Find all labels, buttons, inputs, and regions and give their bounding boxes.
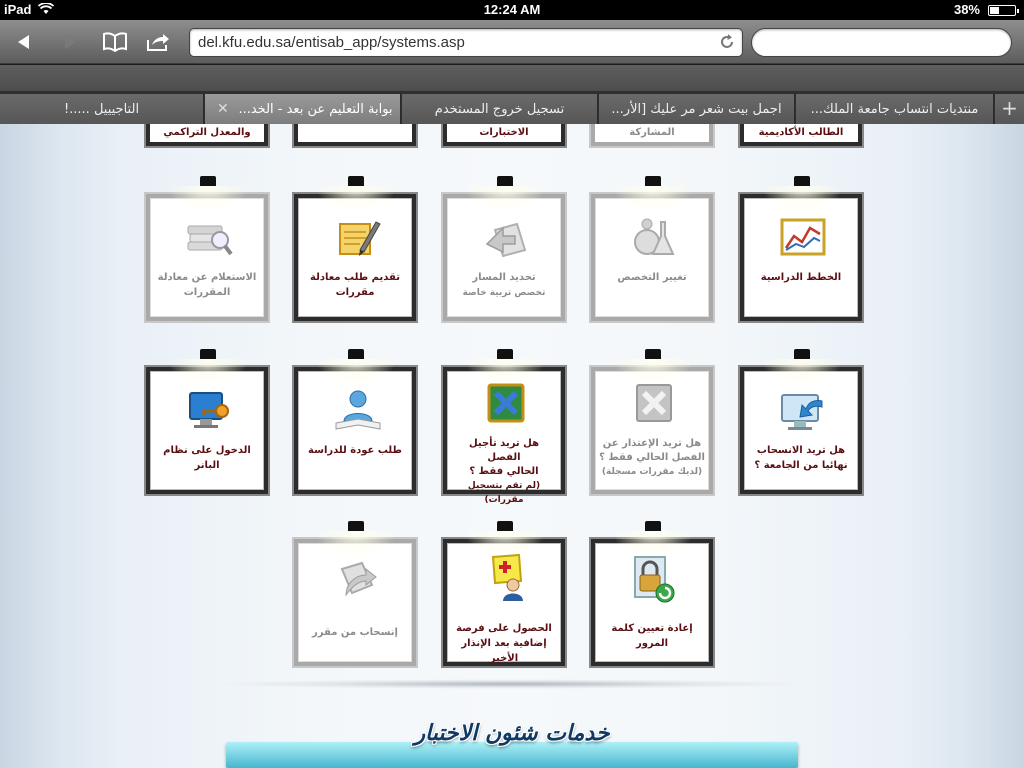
service-label: هل تريد تأجيل الفصل الحالي فقط ؟ (لم تقم بتسجيل مقررات) [467,438,541,505]
service-label: تقديم طلب معادلة مقررات [310,272,400,298]
lamp-icon [200,349,216,359]
service-label: الاستعلام عن معادلة المقررات [157,272,257,298]
lamp-glow [764,359,840,385]
tab-label: تسجيل خروج المستخدم [434,101,565,117]
lamp-icon [645,349,661,359]
service-label: تحديد المسار تخصص تربية خاصة [462,272,546,298]
service-card-study-plans[interactable] [740,194,862,321]
tab-0[interactable] [796,94,994,124]
share-icon[interactable] [144,28,172,56]
web-page [0,124,1024,768]
service-card-excuse-semester[interactable] [591,367,713,494]
forward-arrow-icon[interactable] [56,28,84,56]
book-arrow-icon [332,555,382,603]
books-magnifier-icon [184,214,234,262]
service-card-partial[interactable] [146,124,268,146]
service-card-return-to-study[interactable] [294,367,416,494]
lamp-glow [170,359,246,385]
lamp-glow [318,531,394,557]
tab-1[interactable] [599,94,795,124]
service-card-partial[interactable] [443,124,565,146]
chart-icon [778,214,828,262]
divider [210,679,810,689]
book-icon[interactable] [100,28,130,56]
service-label: الحصول على فرصة إضافية بعد الإنذار الأخير [456,623,552,664]
plus-icon[interactable]: + [995,94,1024,124]
tab-4[interactable] [0,94,204,124]
lab-flask-icon [629,214,679,262]
battery-percent: 38% [953,2,980,17]
browser-toolbar [0,20,1024,64]
lamp-icon [794,349,810,359]
service-card-partial[interactable] [740,124,862,146]
tab-label: اجمل بيت شعر مر عليك [الأر... [611,101,782,117]
lamp-icon [497,176,513,186]
lamp-icon [348,176,364,186]
service-card-partial[interactable] [591,124,713,146]
tab-label: التاجيييل .....! [63,101,140,117]
url-text: del.kfu.edu.sa/entisab_app/systems.asp [198,34,465,51]
lamp-glow [467,186,543,212]
url-field[interactable] [189,28,743,57]
service-label: إنسحاب من مقرر [312,627,398,638]
lamp-glow [764,186,840,212]
lamp-icon [348,349,364,359]
service-card-change-major[interactable] [591,194,713,321]
lamp-glow [318,186,394,212]
service-label: والمعدل التراكمي [163,127,251,138]
service-label: الاختبارات [479,127,529,138]
lamp-icon [348,521,364,531]
lamp-icon [645,176,661,186]
padlock-refresh-icon [629,553,679,601]
lamp-glow [170,186,246,212]
lamp-icon [497,349,513,359]
back-arrow-icon[interactable] [10,28,38,56]
service-card-withdraw-course[interactable] [294,539,416,666]
service-label: الدخول على نظام البانر [163,445,251,471]
service-label: تغيير التخصص [617,272,687,283]
tab-label: منتديات انتساب جامعة الملك... [810,101,979,117]
lamp-glow [318,359,394,385]
student-book-icon [332,387,382,435]
computer-key-icon [184,387,234,435]
status-bar [0,0,1024,20]
service-card-banner-login[interactable] [146,367,268,494]
medical-badge-icon [481,551,531,599]
lamp-glow [615,186,691,212]
monitor-arrow-icon [778,387,828,435]
tab-3[interactable] [205,94,401,124]
reload-icon[interactable] [718,33,736,55]
tab-bar [0,91,1024,124]
search-input[interactable] [751,28,1012,57]
device-name: iPad [4,2,32,17]
service-card-select-track[interactable] [443,194,565,321]
service-card-equivalency-inquiry[interactable] [146,194,268,321]
service-card-partial[interactable] [294,124,416,146]
lamp-icon [794,176,810,186]
section-title: خدمات شئون الاختبار [414,721,610,746]
service-label: المشاركة [629,127,675,138]
close-icon[interactable]: ✕ [217,101,229,117]
service-label: الخطط الدراسية [760,272,842,283]
notepad-pencil-icon [332,214,382,262]
lamp-icon [497,521,513,531]
x-mark-icon [629,381,679,429]
lamp-icon [645,521,661,531]
service-label: طلب عودة للدراسة [308,445,402,456]
tab-label: بوابة التعليم عن بعد - الخد... [238,101,393,117]
battery-icon [988,5,1016,16]
service-card-extra-chance[interactable] [443,539,565,666]
lamp-icon [200,176,216,186]
service-card-defer-semester[interactable] [443,367,565,505]
bookmarks-bar [0,65,1024,91]
service-label: هل تريد الإعتذار عن الفصل الحالي فقط ؟ (لديك مقررات مسجلة) [599,438,705,477]
service-label: الطالب الأكاديمية [758,127,844,138]
green-x-icon [481,381,531,429]
service-label: هل تريد الانسحاب نهائيا من الجامعة ؟ [754,445,848,471]
clock: 12:24 AM [483,2,541,17]
service-card-equivalency-request[interactable] [294,194,416,321]
arrow-folder-icon [481,214,531,262]
tab-2[interactable] [402,94,598,124]
service-label: إعادة تعيين كلمة المرور [611,623,693,649]
battery-fill [990,7,999,14]
service-card-withdraw-university[interactable] [740,367,862,494]
service-card-reset-password[interactable] [591,539,713,666]
